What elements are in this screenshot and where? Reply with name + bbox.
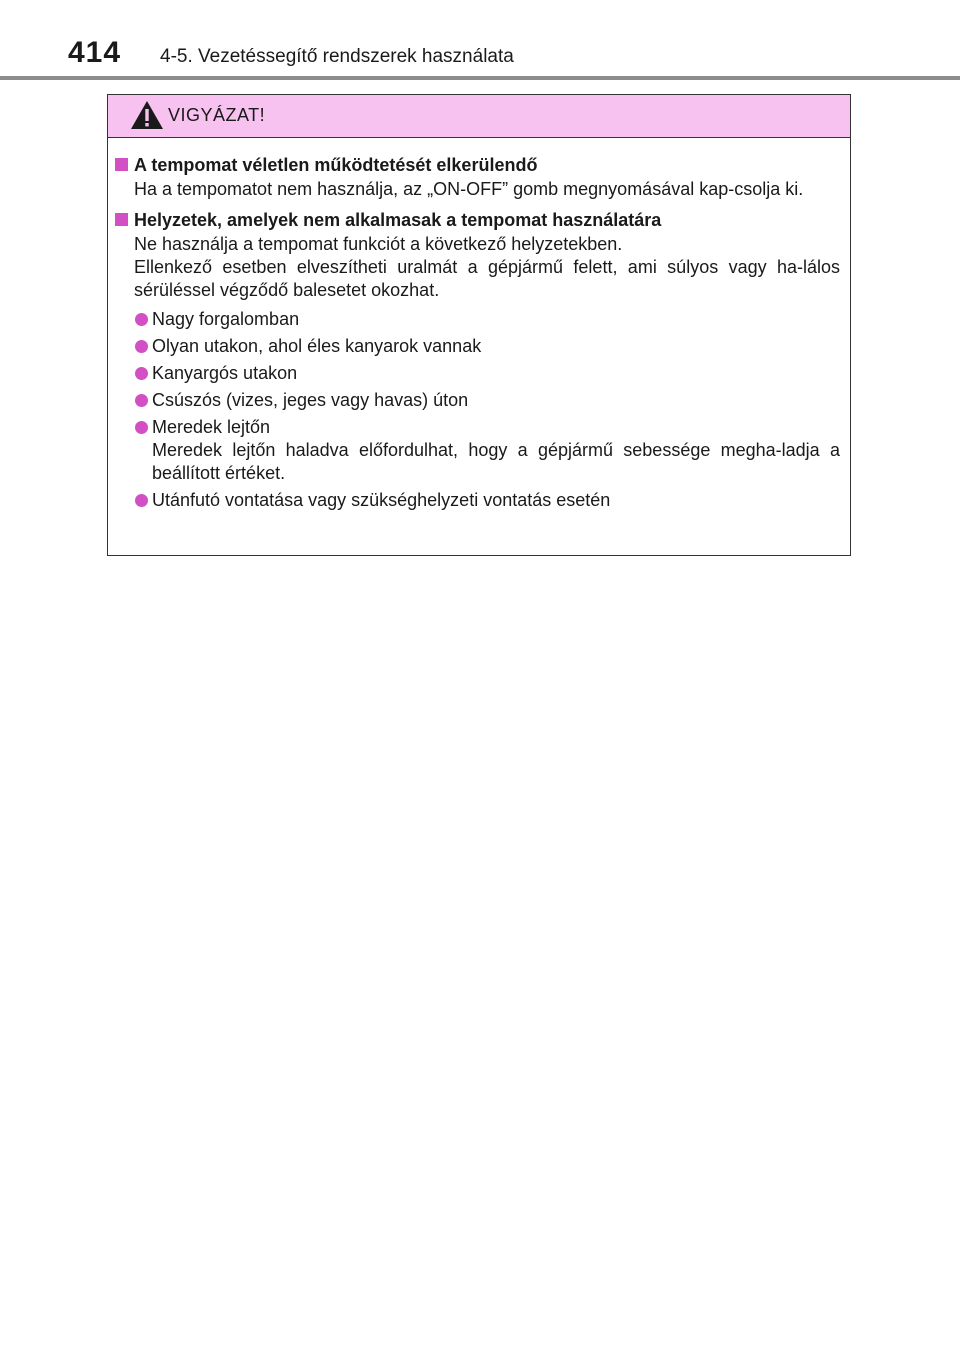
list-item bbox=[108, 416, 850, 485]
warning-header bbox=[108, 95, 850, 138]
warning-triangle-icon bbox=[130, 100, 164, 130]
list-item-text: Kanyargós utakon bbox=[152, 363, 298, 383]
warning-body bbox=[108, 139, 850, 512]
header-divider bbox=[0, 76, 960, 80]
chapter-title: 4-5. Vezetéssegítő rendszerek használata bbox=[160, 46, 514, 67]
list-item-text: Nagy forgalomban bbox=[152, 309, 300, 329]
list-item-text: Csúszós (vizes, jeges vagy havas) úton bbox=[152, 390, 469, 410]
warning-title: VIGYÁZAT! bbox=[168, 105, 266, 125]
list-item bbox=[108, 389, 850, 412]
round-bullet-icon bbox=[135, 340, 148, 353]
list-item bbox=[108, 308, 850, 331]
page-number: 414 bbox=[68, 36, 122, 69]
list-item bbox=[108, 489, 850, 512]
section-square-bullet-icon bbox=[115, 158, 128, 171]
list-item bbox=[108, 335, 850, 358]
warning-section bbox=[108, 154, 850, 201]
round-bullet-icon bbox=[135, 421, 148, 434]
section-paragraph: Ne használja a tempomat funkciót a következő helyzetekben. bbox=[134, 234, 623, 254]
section-title: A tempomat véletlen működtetését elkerülendő bbox=[134, 155, 538, 175]
section-square-bullet-icon bbox=[115, 213, 128, 226]
section-title: Helyzetek, amelyek nem alkalmasak a tempomat használatára bbox=[134, 210, 662, 230]
round-bullet-icon bbox=[135, 313, 148, 326]
list-item-text: Olyan utakon, ahol éles kanyarok vannak bbox=[152, 336, 482, 356]
round-bullet-icon bbox=[135, 494, 148, 507]
page-header bbox=[0, 0, 960, 80]
list-item bbox=[108, 362, 850, 385]
warning-box bbox=[107, 94, 851, 556]
section-paragraph: Ha a tempomatot nem használja, az „ON-OFF” gomb megnyomásával kap-csolja ki. bbox=[134, 179, 804, 199]
list-item-text: Meredek lejtőn bbox=[152, 417, 271, 437]
round-bullet-icon bbox=[135, 367, 148, 380]
list-item-detail: Meredek lejtőn haladva előfordulhat, hogy a gépjármű sebessége megha-ladja a beállított értéket. bbox=[152, 440, 840, 483]
list-item-text: Utánfutó vontatása vagy szükséghelyzeti vontatás esetén bbox=[152, 490, 611, 510]
section-paragraph: Ellenkező esetben elveszítheti uralmát a gépjármű felett, ami súlyos vagy ha-lálos sérüléssel végződő balesetet okozhat. bbox=[134, 257, 840, 300]
warning-section bbox=[108, 209, 850, 302]
round-bullet-icon bbox=[135, 394, 148, 407]
